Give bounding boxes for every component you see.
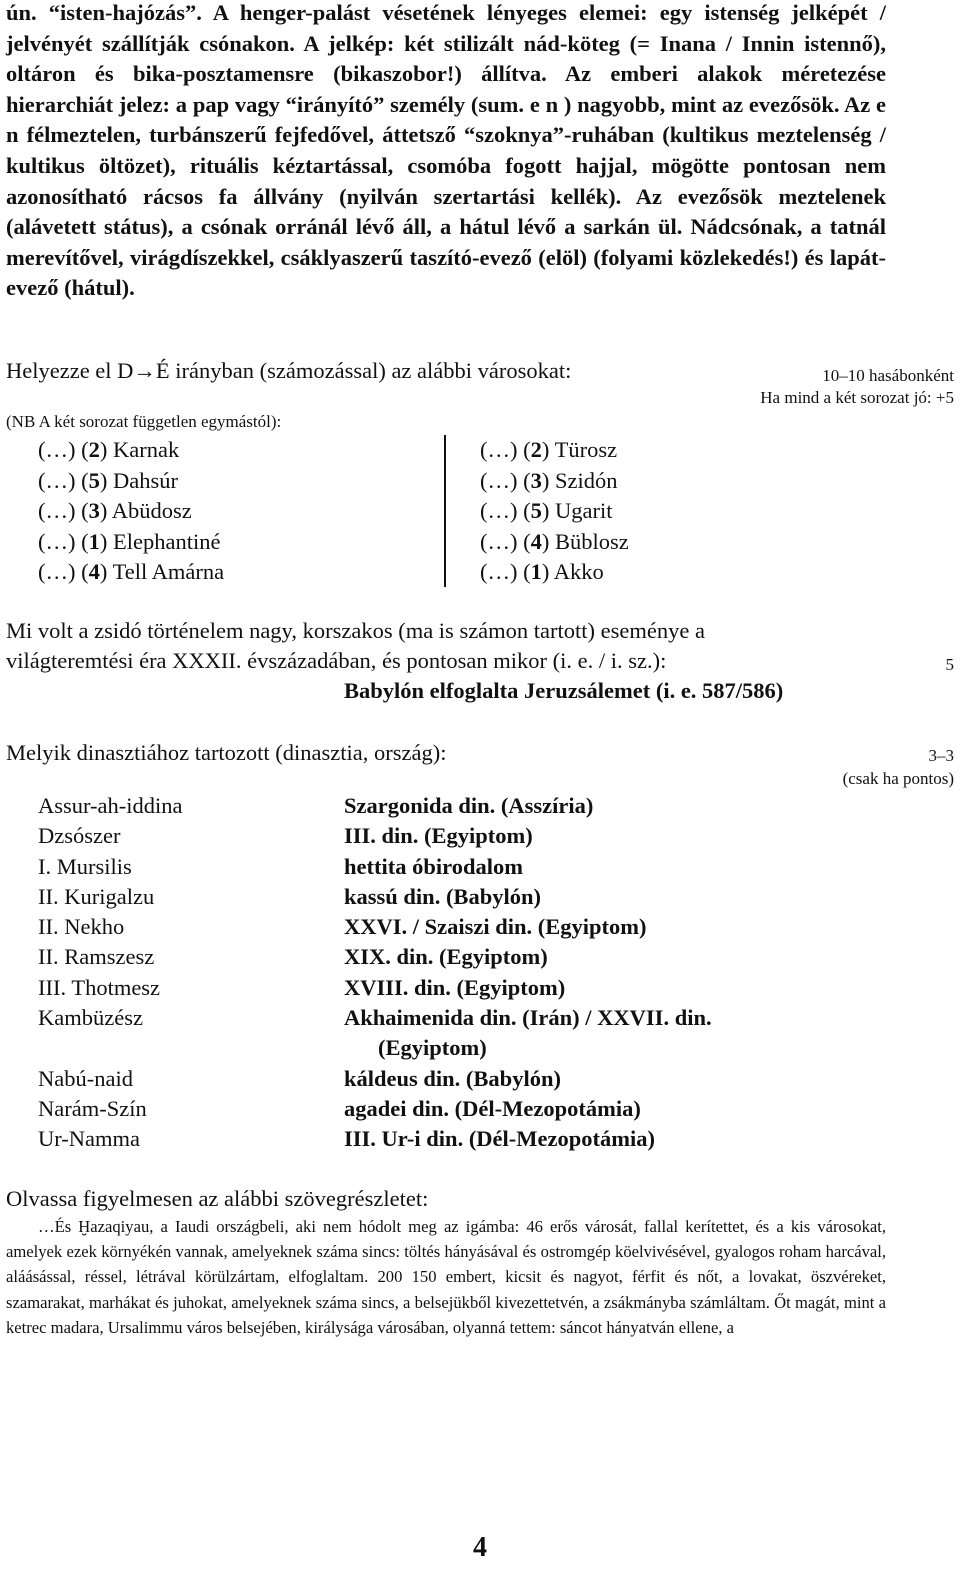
excerpt-text: …És Ḫazaqiyau, a Iaudi országbeli, aki nem hódolt meg az igámba: 46 erős városát, fallal kerítettet, és a kis városokat, amelyek ezek környékén vannak, amelyeknek száma sincs: töltés hányásával és ostromgép köelvivésével, gyalogos roham harcával, aláásással, réssel, létrával körülzártam, elfoglaltam. 200 150 embert, kicsit és nagyot, férfit és nőt, a lovakat, öszvéreket, szamarakat, marhákat és juhokat, amelyeknek száma sincs, a belsejükből kivezettetvén, a zsákmányba számláltam. Őt magát, mint a ketrec madara, Ursalimmu város belsejében, királysága városában, olyanná tettem: sáncot hányatván ellene, a — [6, 1217, 886, 1337]
city-name: Akko — [553, 559, 604, 584]
city-blank[interactable]: (…) — [480, 498, 518, 523]
city-blank[interactable]: (…) — [480, 467, 518, 493]
city-blank[interactable]: (…) — [38, 498, 76, 523]
city-row: (…) (1) Elephantiné — [38, 528, 221, 554]
dynasty-answer: XIX. din. (Egyiptom) — [344, 944, 548, 970]
city-row: (…) (4) Büblosz — [480, 528, 629, 554]
city-blank[interactable]: (…) — [38, 437, 76, 462]
jewish-points: 5 — [945, 655, 954, 674]
city-number: 2 — [88, 437, 100, 462]
city-row: (…) (2) Türosz — [480, 437, 618, 462]
city-blank[interactable]: (…) — [38, 559, 76, 584]
dynasty-answer: Akhaimenida din. (Irán) / XXVII. din. — [344, 1005, 712, 1031]
city-name: Dahsúr — [113, 467, 178, 493]
ruler-name: Dzsószer — [38, 823, 121, 849]
page-number: 4 — [473, 1532, 487, 1563]
city-number: 4 — [530, 528, 542, 554]
ruler-name-spacer — [38, 1033, 183, 1063]
ruler-name: Nabú-naid — [38, 1065, 133, 1091]
ruler-name: I. Mursilis — [38, 853, 132, 879]
dynasty-answer: Szargonida din. (Asszíria) — [344, 793, 594, 818]
ruler-name: II. Nekho — [38, 914, 125, 940]
city-blank[interactable]: (…) — [480, 437, 518, 462]
dynasty-answer: kassú din. (Babylón) — [344, 883, 541, 909]
dynasty-question: Melyik dinasztiához tartozott (dinasztia, ország): — [6, 740, 447, 765]
city-number: 4 — [88, 559, 100, 584]
city-row: (…) (3) Abüdosz — [38, 498, 192, 523]
city-row: (…) (4) Tell Amárna — [38, 559, 225, 584]
city-row: (…) (1) Akko — [480, 559, 604, 584]
dynasty-answer: hettita óbirodalom — [344, 853, 523, 879]
city-number: 5 — [88, 467, 100, 493]
city-row: (…) (2) Karnak — [38, 437, 180, 462]
city-number: 3 — [88, 498, 100, 523]
ruler-name: Ur-Namma — [38, 1126, 141, 1152]
city-blank[interactable]: (…) — [38, 467, 76, 493]
city-blank[interactable]: (…) — [38, 528, 76, 554]
city-number: 2 — [530, 437, 542, 462]
city-number: 3 — [530, 467, 542, 493]
city-name: Büblosz — [555, 528, 629, 554]
dynasty-answer: III. din. (Egyiptom) — [344, 823, 533, 849]
jewish-question-line2: világteremtési éra XXXII. évszázadában, és pontosan mikor (i. e. / i. sz.): — [6, 648, 667, 673]
city-number: 5 — [530, 498, 542, 523]
dynasty-answer-continuation: (Egyiptom) — [378, 1035, 487, 1061]
dynasty-points: 3–3 — [928, 746, 954, 765]
excerpt-block — [6, 1214, 886, 1340]
city-number: 1 — [530, 559, 542, 584]
dynasty-answer: III. Ur-i din. (Dél-Mezopotámia) — [344, 1126, 655, 1152]
city-name: Karnak — [113, 437, 180, 462]
city-name: Ugarit — [555, 498, 613, 523]
city-name: Elephantiné — [113, 528, 221, 554]
cities-points: 10–10 hasábonként — [822, 366, 954, 385]
excerpt-heading: Olvassa figyelmesen az alábbi szövegrészletet: — [6, 1186, 429, 1211]
ruler-name: Kambüzész — [38, 1005, 143, 1031]
jewish-answer: Babylón elfoglalta Jeruzsálemet (i. e. 587/586) — [344, 678, 784, 703]
dynasty-ruler-list — [38, 791, 183, 1155]
city-name: Türosz — [554, 437, 618, 462]
dynasty-answer: XXVI. / Szaiszi din. (Egyiptom) — [344, 914, 647, 940]
cities-question: Helyezze el D→É irányban (számozással) az alábbi városokat: — [6, 358, 572, 383]
ruler-name: Narám-Szín — [38, 1095, 147, 1121]
dynasty-answer: XVIII. din. (Egyiptom) — [344, 974, 566, 1000]
city-row: (…) (5) Dahsúr — [38, 467, 178, 493]
city-name: Szidón — [555, 467, 618, 493]
ruler-name: Assur-ah-iddina — [38, 793, 183, 818]
cities-right-column — [480, 435, 629, 588]
ruler-name: II. Ramszesz — [38, 944, 155, 970]
dynasty-answer: káldeus din. (Babylón) — [344, 1065, 561, 1091]
city-row: (…) (5) Ugarit — [480, 498, 613, 523]
column-divider — [444, 435, 446, 587]
ruler-name: III. Thotmesz — [38, 974, 161, 1000]
city-name: Tell Amárna — [112, 559, 225, 584]
intro-paragraph — [6, 0, 886, 304]
city-row: (…) (3) Szidón — [480, 467, 618, 493]
city-name: Abüdosz — [111, 498, 192, 523]
dynasty-points-note: (csak ha pontos) — [842, 769, 954, 788]
cities-bonus: Ha mind a két sorozat jó: +5 — [760, 388, 954, 407]
cities-left-column — [38, 435, 224, 588]
ruler-name: II. Kurigalzu — [38, 883, 155, 909]
jewish-question-line1: Mi volt a zsidó történelem nagy, korszakos (ma is számon tartott) eseménye a — [6, 618, 705, 643]
intro-text: ún. “isten-hajózás”. A henger-palást vésetének lényeges elemei: egy istenség jelképét / jelvényét szállítják csónakon. A jelkép: két stilizált nád-köteg (= Inana / Innin istennő), oltáron és bika-posztamensre (bikaszobor!) állítva. Az emberi alakok méretezése hierarchiát jelez: a pap vagy “irányító” személy (sum. e n ) nagyobb, mint az evezősök. Az e n félmeztelen, turbánszerű fejfedővel, áttetsző “szoknya”-ruhában (kultikus meztelenség / kultikus öltözet), rituális kéztartással, csomóba fogott hajjal, mögötte pontosan nem azonosítható rácsos fa állvány (nyilván szertartási kellék). Az evezősök meztelenek (alávetett státus), a csónak orránál lévő áll, a hátul lévő a sarkán ül. Nádcsónak, a tatnál merevítővel, virágdíszekkel, csáklyaszerű taszító-evező (elöl) (folyami közlekedés!) és lapát-evező (hátul). — [6, 0, 886, 301]
city-number: 1 — [88, 528, 100, 554]
city-blank[interactable]: (…) — [480, 559, 518, 584]
dynasty-answer-list — [344, 791, 712, 1155]
dynasty-answer: agadei din. (Dél-Mezopotámia) — [344, 1095, 641, 1121]
city-blank[interactable]: (…) — [480, 528, 518, 554]
cities-note: (NB A két sorozat független egymástól): — [6, 412, 282, 431]
